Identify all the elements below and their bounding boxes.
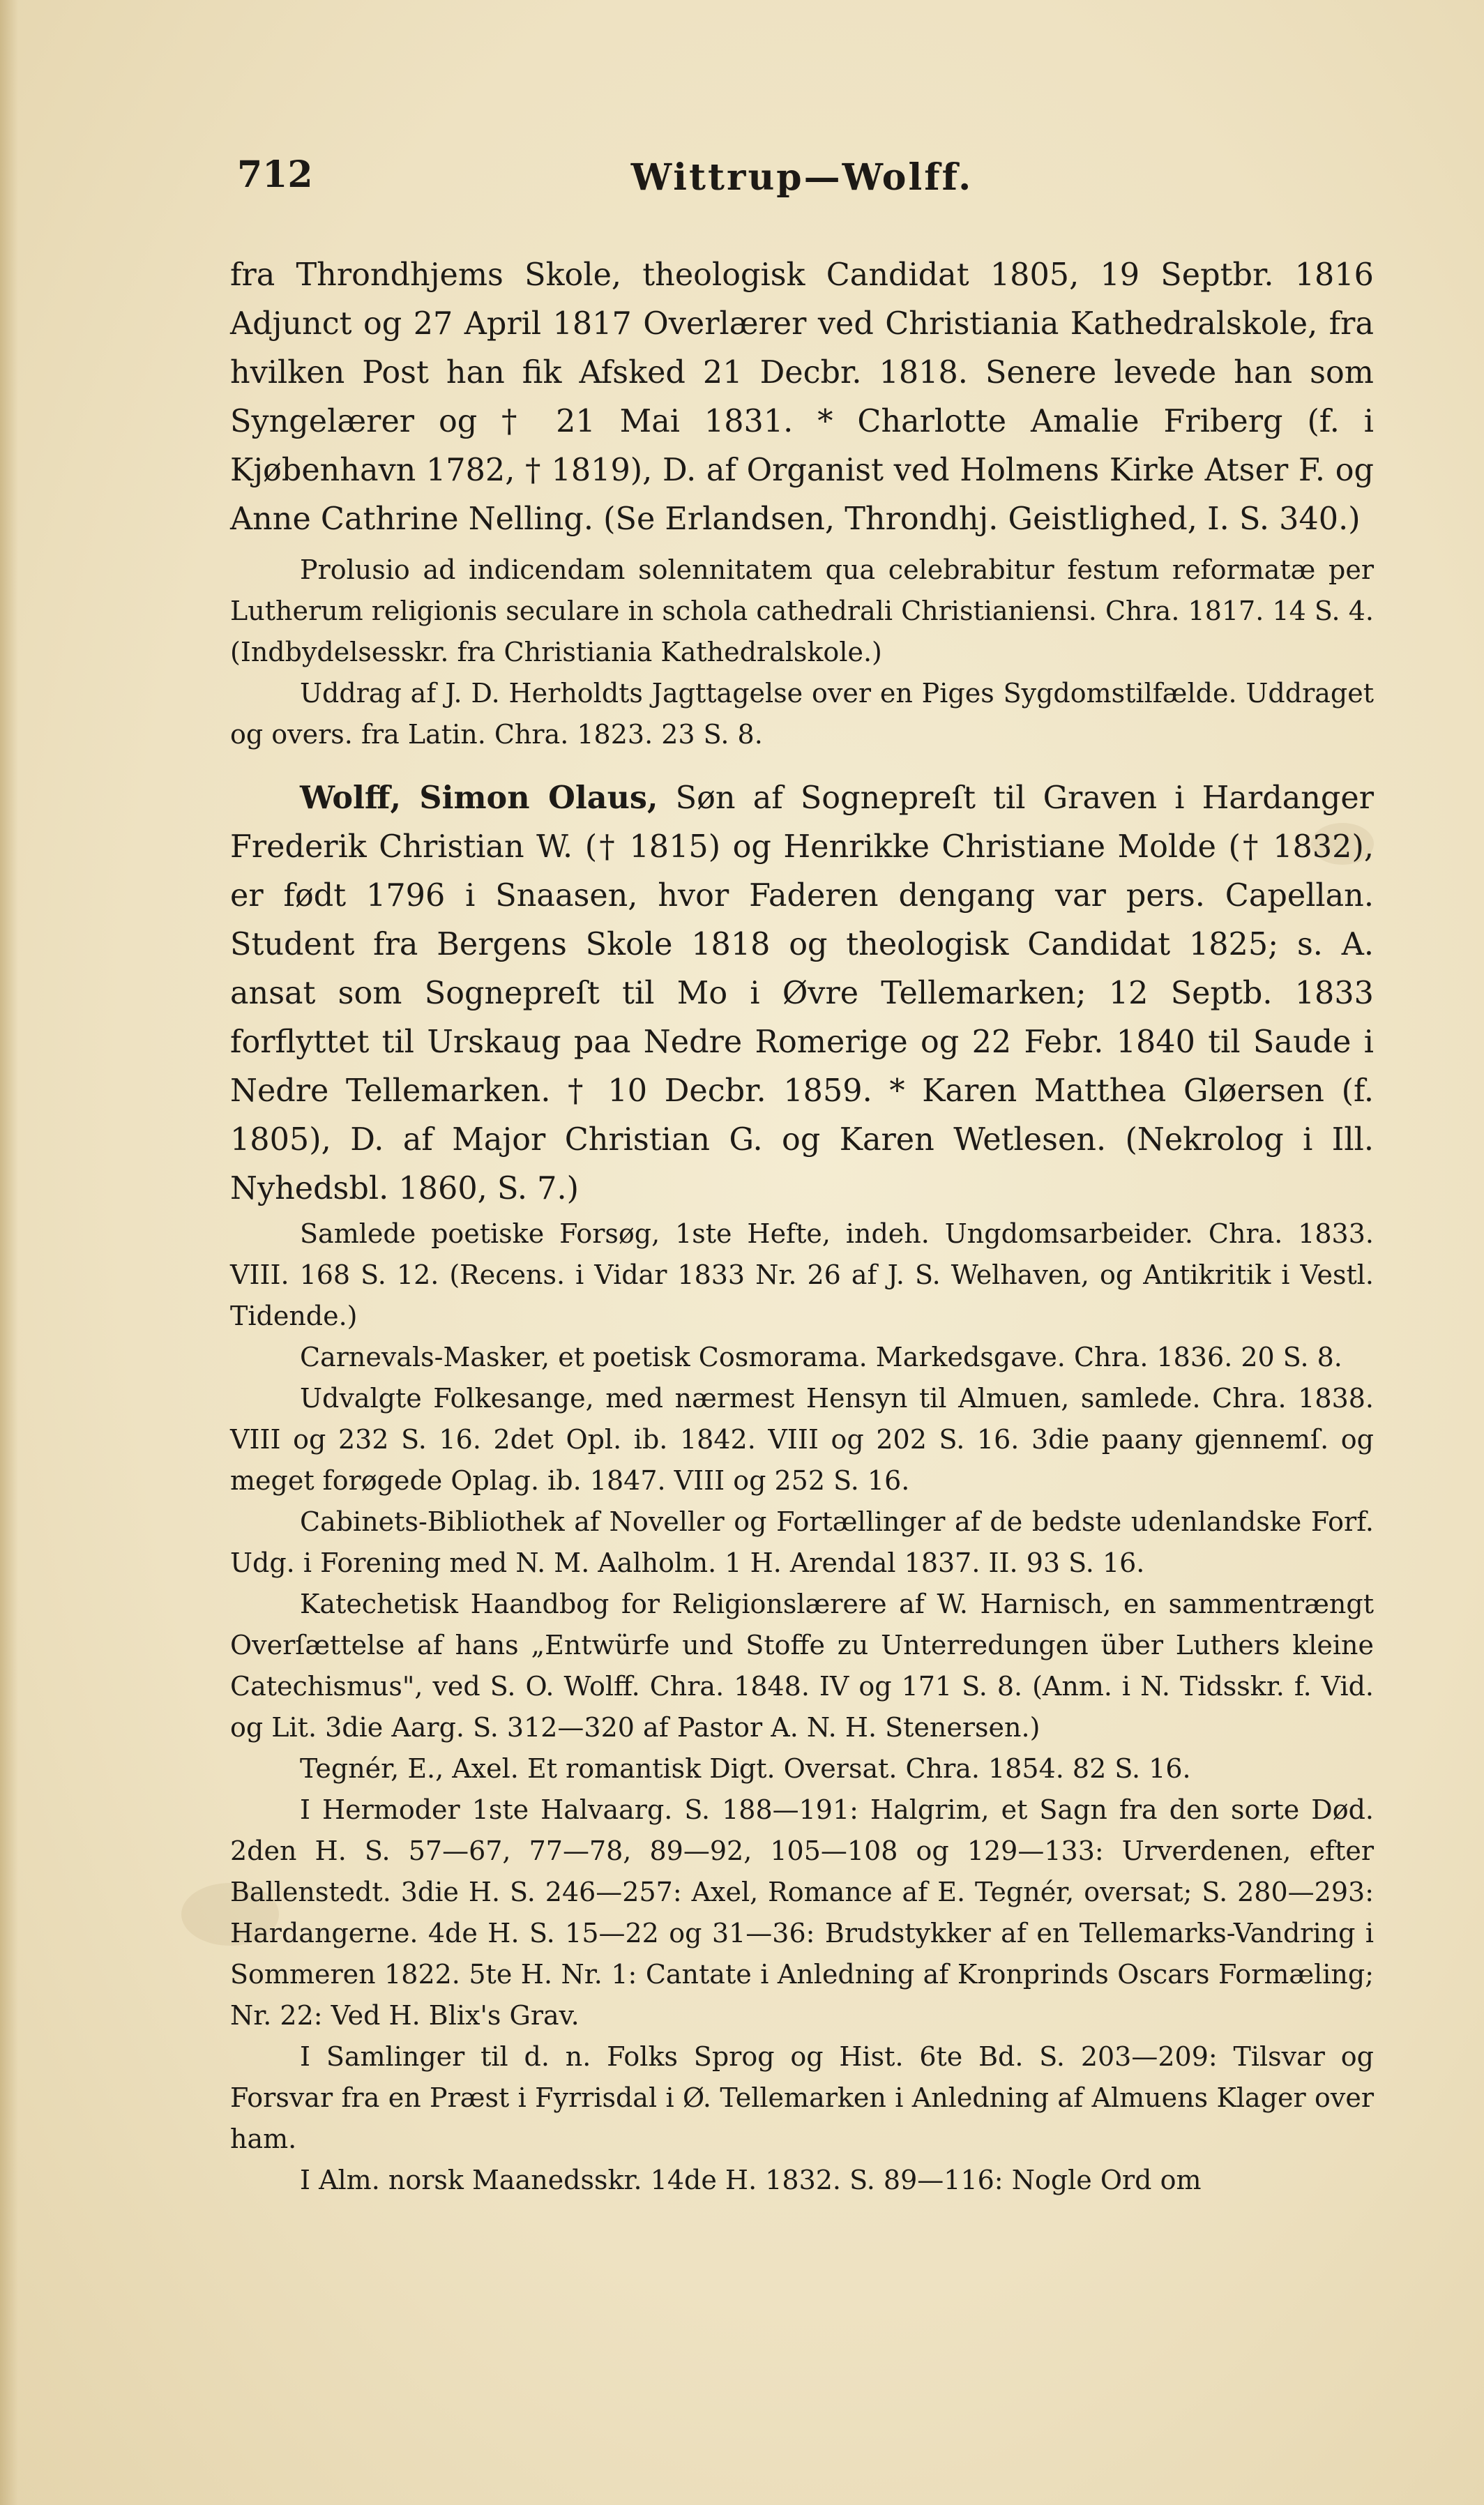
page-body: [230, 251, 1374, 2201]
entry-wolff-biography: [230, 773, 1374, 1213]
work-entry: Carnevals-Masker, et poetisk Cosmorama. Markedsgave. Chra. 1836. 20 S. 8.: [300, 1342, 1342, 1372]
work-entry: Prolusio ad indicendam solennitatem qua celebrabitur festum reformatæ per Lutherum religionis seculare in schola cathedrali Christianiensi. Chra. 1817. 14 S. 4. (Indbydelsesskr. fra Christiania Kathedralskole.): [230, 554, 1374, 667]
running-head: [237, 153, 1367, 216]
work-entry: I Samlinger til d. n. Folks Sprog og Hist. 6te Bd. S. 203—209: Tilsvar og Forsvar fra en Præst i Fyrrisdal i Ø. Tellemarken i Anledning af Almuens Klager over ham.: [230, 2041, 1374, 2154]
work-entry: Samlede poetiske Forsøg, 1ste Hefte, indeh. Ungdomsarbeider. Chra. 1833. VIII. 168 S. 12. (Recens. i Vidar 1833 Nr. 26 af J. S. Welhaven, og Antikritik i Vestl. Tidende.): [230, 1218, 1374, 1331]
entry-headword: Wolff, Simon Olaus,: [300, 780, 658, 816]
work-entry: Udvalgte Folkesange, med nærmest Hensyn til Almuen, samlede. Chra. 1838. VIII og 232 S. 16. 2det Opl. ib. 1842. VIII og 202 S. 16. 3die paany gjennemſ. og meget forøgede Oplag. ib. 1847. VIII og 252 S. 16.: [230, 1383, 1374, 1496]
page-number: 712: [237, 153, 313, 196]
entry-wittrup-biography: fra Throndhjems Skole, theologisk Candidat 1805, 19 Septbr. 1816 Adjunct og 27 April 1817 Overlærer ved Christiania Kathedralskole, fra hvilken Post han fik Afsked 21 Decbr. 1818. Senere levede han som Syngelærer og † 21 Mai 1831. * Charlotte Amalie Friberg (f. i Kjøbenhavn 1782, † 1819), D. af Organist ved Holmens Kirke Atser F. og Anne Cathrine Nelling. (Se Erlandsen, Throndhj. Geistlighed, I. S. 340.): [230, 257, 1374, 537]
work-entry: I Alm. norsk Maanedsskr. 14de H. 1832. S. 89—116: Nogle Ord om: [300, 2165, 1202, 2195]
work-entry: Tegnér, E., Axel. Et romantisk Digt. Oversat. Chra. 1854. 82 S. 16.: [300, 1753, 1191, 1784]
work-entry: Katechetisk Haandbog for Religionslærere af W. Harnisch, en sammentrængt Overſættelse af hans „Entwürfe und Stoffe zu Unterredungen über Luthers kleine Catechismus", ved S. O. Wolff. Chra. 1848. IV og 171 S. 8. (Anm. i N. Tidsskr. f. Vid. og Lit. 3die Aarg. S. 312—320 af Pastor A. N. H. Stenersen.): [230, 1589, 1374, 1743]
work-entry: Uddrag af J. D. Herholdts Jagttagelse over en Piges Sygdomstilfælde. Uddraget og overs. fra Latin. Chra. 1823. 23 S. 8.: [230, 678, 1374, 750]
work-entry: Cabinets-Bibliothek af Noveller og Fortællinger af de bedste udenlandske Forf. Udg. i Forening med N. M. Aalholm. 1 H. Arendal 1837. II. 93 S. 16.: [230, 1506, 1374, 1578]
running-title: Wittrup—Wolff.: [630, 156, 974, 199]
entry-body-text: Søn af Sognepreſt til Graven i Hardanger Frederik Christian W. († 1815) og Henrikke Christiane Molde († 1832), er født 1796 i Snaasen, hvor Faderen dengang var pers. Capellan. Student fra Bergens Skole 1818 og theologisk Candidat 1825; s. A. ansat som Sognepreſt til Mo i Øvre Tellemarken; 12 Septb. 1833 forflyttet til Urskaug paa Nedre Romerige og 22 Febr. 1840 til Saude i Nedre Tellemarken. † 10 Decbr. 1859. * Karen Matthea Gløersen (f. 1805), D. af Major Christian G. og Karen Wetlesen. (Nekrolog i Ill. Nyhedsbl. 1860, S. 7.): [230, 780, 1374, 1206]
page-edge-shading: [0, 0, 18, 2505]
work-entry: I Hermoder 1ste Halvaarg. S. 188—191: Halgrim, et Sagn fra den sorte Død. 2den H. S. 57—67, 77—78, 89—92, 105—108 og 129—133: Urverdenen, efter Ballenstedt. 3die H. S. 246—257: Axel, Romance af E. Tegnér, oversat; S. 280—293: Hardangerne. 4de H. S. 15—22 og 31—36: Brudstykker af en Tellemarks-Vandring i Sommeren 1822. 5te H. Nr. 1: Cantate i Anledning af Kronprinds Oscars Formæling; Nr. 22: Ved H. Blix's Grav.: [230, 1794, 1374, 2031]
